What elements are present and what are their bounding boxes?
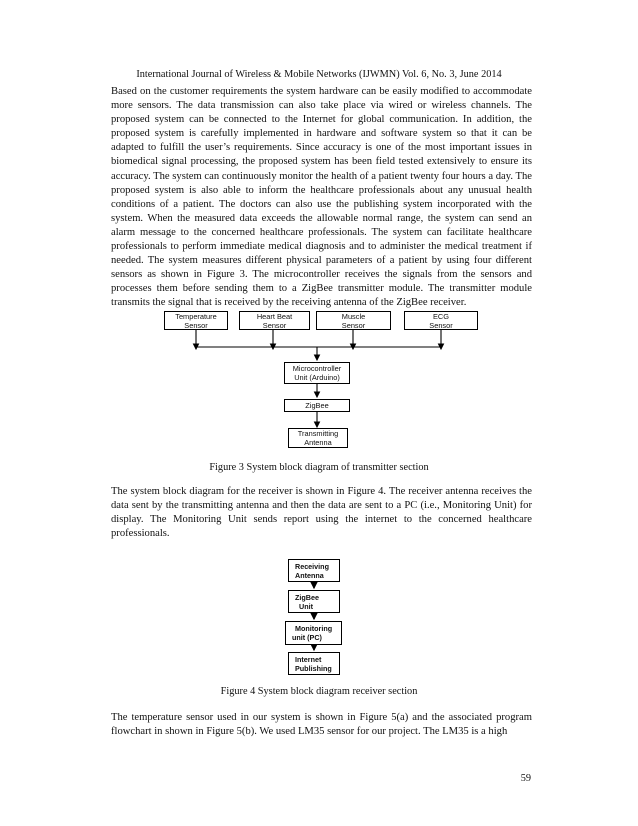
zigbee-unit-block: ZigBee Unit (288, 590, 340, 613)
journal-header: International Journal of Wireless & Mobile Networks (IJWMN) Vol. 6, No. 3, June 2014 (136, 69, 502, 80)
internet-publishing-block: Internet Publishing (288, 652, 340, 675)
figure-4-caption: Figure 4 System block diagram receiver section (220, 686, 418, 697)
paragraph-receiver-overview: The system block diagram for the receiver is shown in Figure 4. The receiver antenna receives the data sent by the transmitting antenna and then the data are sent to a PC (i.e., Monitoring Unit) for display. The Monitoring Unit sends report using the internet to the concerned healthcare professionals. (111, 486, 532, 540)
muscle-sensor-block: Muscle Sensor (316, 311, 391, 330)
zigbee-transmitter-block: ZigBee (284, 399, 350, 412)
microcontroller-block: Microcontroller Unit (Arduino) (284, 362, 350, 384)
receiving-antenna-block: Receiving Antenna (288, 559, 340, 582)
transmitting-antenna-block: Transmitting Antenna (288, 428, 348, 448)
monitoring-unit-block: Monitoring unit (PC) (285, 621, 342, 645)
heart-beat-sensor-block: Heart Beat Sensor (239, 311, 310, 330)
temperature-sensor-block: Temperature Sensor (164, 311, 228, 330)
paragraph-temperature-sensor: The temperature sensor used in our system is shown in Figure 5(a) and the associated program flowchart in shown in Figure 5(b). We used LM35 sensor for our project. The LM35 is a high (111, 712, 532, 738)
ecg-sensor-block: ECG Sensor (404, 311, 478, 330)
page-number: 59 (520, 773, 531, 784)
figure-3-caption: Figure 3 System block diagram of transmitter section (209, 462, 429, 473)
paragraph-system-overview: Based on the customer requirements the system hardware can be easily modified to accommodate more sensors. The data transmission can also take place via wired or wireless channels. The proposed system can be connected to the Internet for global communication. In addition, the proposed system is carefully implemented in hardware and software system so that it can be adapted to fulfill the user’s requirements. Since accuracy is one of the most important issues in biomedical signal processing, the proposed system has been field tested extensively to ensure its accuracy. The system can continuously monitor the health of a patient twenty four hours a day. The proposed system is also able to inform the healthcare professionals about any unusual health conditions of a patient. The doctors can also use the publishing system incorporated with the system. When the measured data exceeds the allowable normal range, the system can send an alarm message to the concerned healthcare professionals. The system can facilitate healthcare professionals to perform immediate medical diagnosis and to administer the medical treatment if needed. The system measures different physical parameters of a patient by using four different sensors as shown in Figure 3. The microcontroller receives the signals from the sensors and processes them before sending them to a ZigBee transmitter module. The transmitter module transmits the signal that is received by the receiving antenna of the ZigBee receiver. (111, 86, 532, 309)
